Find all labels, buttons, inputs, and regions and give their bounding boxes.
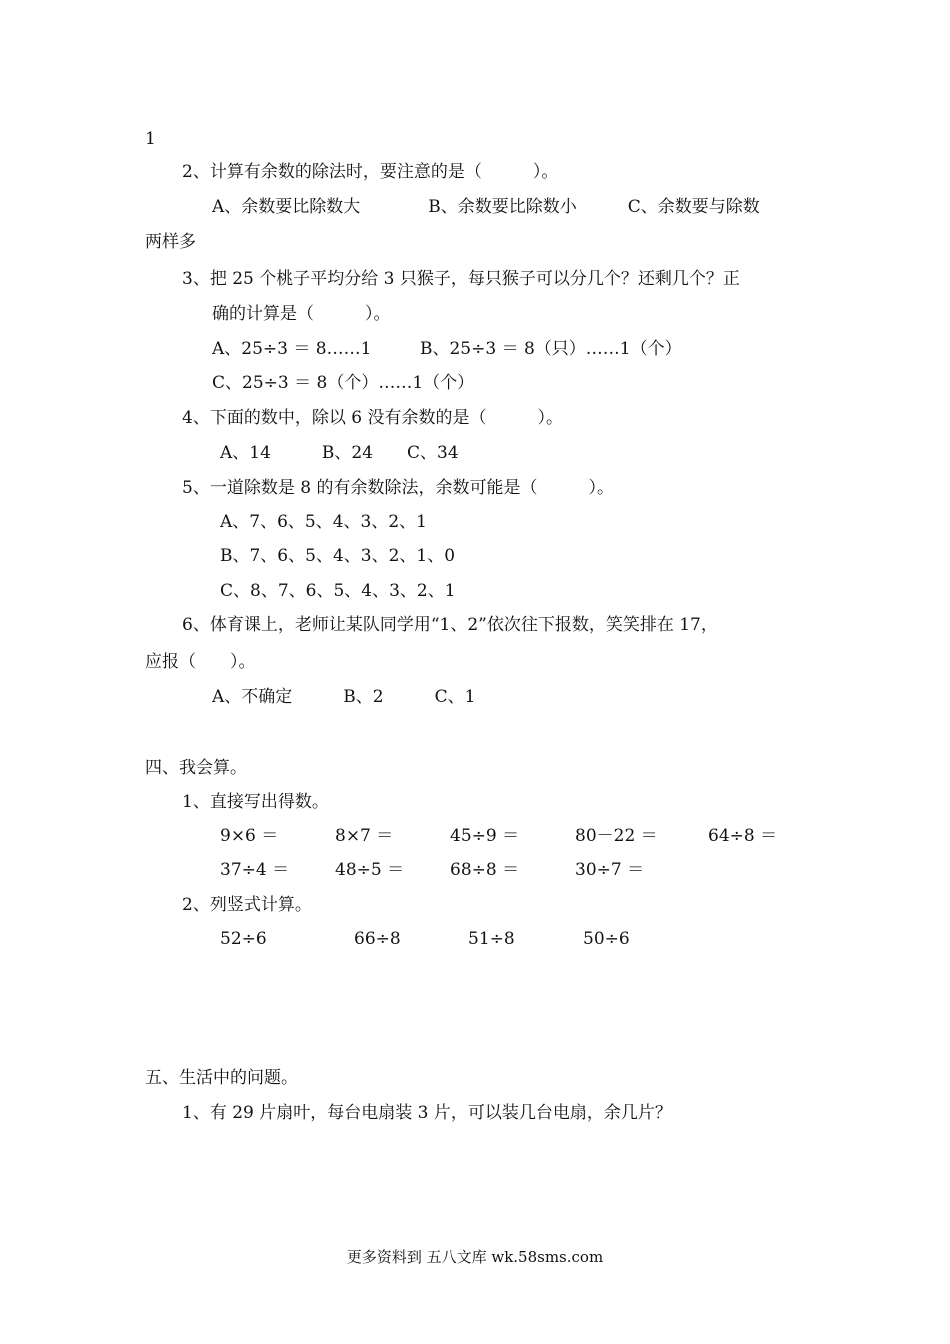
vertical-calc-item: 51÷8 xyxy=(468,929,515,949)
vertical-calc-item: 50÷6 xyxy=(583,929,630,949)
footer-text: 更多资料到 五八文库 wk.58sms.com xyxy=(346,1248,604,1266)
mental-math-item: 45÷9 ＝ xyxy=(450,826,520,846)
question-3-option-b: B、25÷3 ＝ 8（只）……1（个） xyxy=(420,339,682,359)
question-6-stem-line2: 应报（ ）。 xyxy=(145,652,256,672)
question-5-option-c: C、8、7、6、5、4、3、2、1 xyxy=(220,581,456,601)
question-6-options: A、不确定 B、2 C、1 xyxy=(212,687,476,707)
mental-math-item: 80－22 ＝ xyxy=(575,826,658,846)
question-5-option-b: B、7、6、5、4、3、2、1、0 xyxy=(220,546,456,566)
question-3-option-c: C、25÷3 ＝ 8（个）……1（个） xyxy=(212,373,475,393)
mental-math-item: 64÷8 ＝ xyxy=(708,826,778,846)
question-4-options: A、14 B、24 C、34 xyxy=(220,443,459,463)
question-4-stem: 4、下面的数中，除以 6 没有余数的是（ ）。 xyxy=(182,408,563,428)
section-5-heading: 五、生活中的问题。 xyxy=(145,1068,298,1088)
section-5-question-1: 1、有 29 片扇叶，每台电扇装 3 片，可以装几台电扇，余几片？ xyxy=(182,1103,672,1123)
mental-math-item: 48÷5 ＝ xyxy=(335,860,405,880)
question-2-continuation: 两样多 xyxy=(145,232,196,252)
question-5-option-a: A、7、6、5、4、3、2、1 xyxy=(220,512,427,532)
question-6-stem-line1: 6、体育课上，老师让某队同学用“1、2”依次往下报数，笑笑排在 17， xyxy=(182,615,718,635)
mental-math-item: 68÷8 ＝ xyxy=(450,860,520,880)
mental-math-item: 30÷7 ＝ xyxy=(575,860,645,880)
question-5-stem: 5、一道除数是 8 的有余数除法，余数可能是（ ）。 xyxy=(182,478,614,498)
question-3-stem-line2: 确的计算是（ ）。 xyxy=(212,304,391,324)
vertical-calc-item: 66÷8 xyxy=(354,929,401,949)
mental-math-item: 8×7 ＝ xyxy=(335,826,394,846)
question-3-stem-line1: 3、把 25 个桃子平均分给 3 只猴子，每只猴子可以分几个？还剩几个？正 xyxy=(182,269,740,289)
vertical-calc-item: 52÷6 xyxy=(220,929,267,949)
question-2-options: A、余数要比除数大 B、余数要比除数小 C、余数要与除数 xyxy=(212,197,760,217)
mental-math-item: 9×6 ＝ xyxy=(220,826,279,846)
mental-math-item: 37÷4 ＝ xyxy=(220,860,290,880)
section-4-sub1-title: 1、直接写出得数。 xyxy=(182,792,329,812)
question-2-stem: 2、计算有余数的除法时，要注意的是（ ）。 xyxy=(182,162,559,182)
section-4-heading: 四、我会算。 xyxy=(145,758,247,778)
question-3-option-a: A、25÷3 ＝ 8……1 xyxy=(212,339,372,359)
section-4-sub2-title: 2、列竖式计算。 xyxy=(182,895,312,915)
page-number: 1 xyxy=(145,129,156,149)
